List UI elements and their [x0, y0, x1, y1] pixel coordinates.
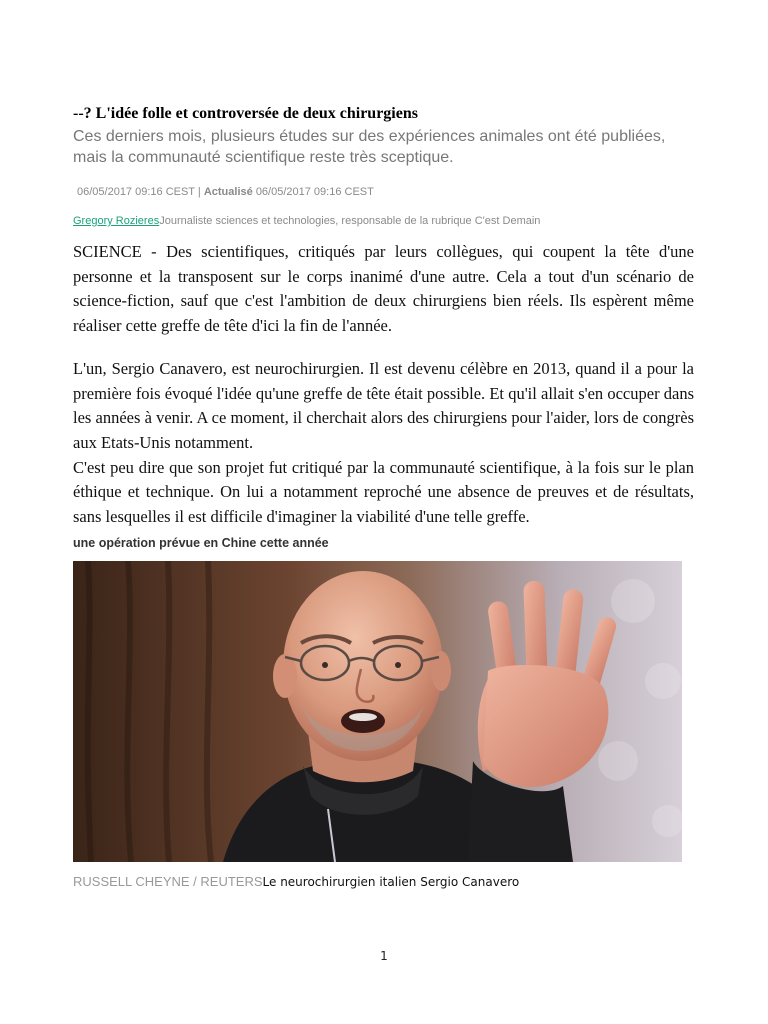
photo-caption-text: Le neurochirurgien italien Sergio Canavero	[262, 874, 520, 889]
body-paragraph: C'est peu dire que son projet fut critiqué par la communauté scientifique, à la fois sur le plan éthique et technique. On lui a notamment reproché une absence de preuves et de résultats, sans lesquelles il est difficile d'imaginer la viabilité d'une telle greffe.	[73, 457, 694, 527]
author-byline	[73, 215, 694, 227]
photo-caption	[73, 874, 694, 890]
photo-credit: RUSSELL CHEYNE / REUTERS	[73, 873, 263, 889]
article-subtitle: Ces derniers mois, plusieurs études sur des expériences animales ont été publiées, mais la communauté scientifique reste très sceptique.	[73, 128, 666, 166]
updated-label: Actualisé	[203, 186, 253, 198]
author-role: Journaliste sciences et technologies, responsable de la rubrique C'est Demain	[159, 215, 541, 227]
body-paragraph: L'un, Sergio Canavero, est neurochirurgien. Il est devenu célèbre en 2013, quand il a pour la première fois évoqué l'idée qu'une greffe de tête était possible. Et qu'il allait s'en occuper dans les années à venir. A ce moment, il cherchait alors des chirurgiens pour l'aider, lors de congrès aux Etats-Unis notamment.	[73, 358, 694, 452]
section-subheading: une opération prévue en Chine cette année	[73, 535, 329, 550]
page-number: 1	[380, 949, 388, 963]
article-dateline	[77, 186, 694, 198]
author-link[interactable]: Gregory Rozieres	[73, 215, 160, 227]
dateline-separator: |	[197, 186, 201, 198]
portrait-illustration	[73, 561, 682, 862]
body-paragraph: SCIENCE - Des scientifiques, critiqués par leurs collègues, qui coupent la tête d'une personne et la transposent sur le corps inanimé d'une autre. Cela a tout d'un scénario de science-fiction, sauf que c'est l'ambition de deux chirurgiens bien réels. Ils espèrent même réaliser cette greffe de tête d'ici la fin de l'année.	[73, 242, 694, 336]
updated-date: 06/05/2017 09:16 CEST	[255, 186, 374, 198]
article-photo	[73, 561, 682, 862]
article	[73, 104, 694, 890]
article-title: --? L'idée folle et controversée de deux chirurgiens	[73, 105, 418, 122]
published-date: 06/05/2017 09:16 CEST	[77, 186, 195, 198]
